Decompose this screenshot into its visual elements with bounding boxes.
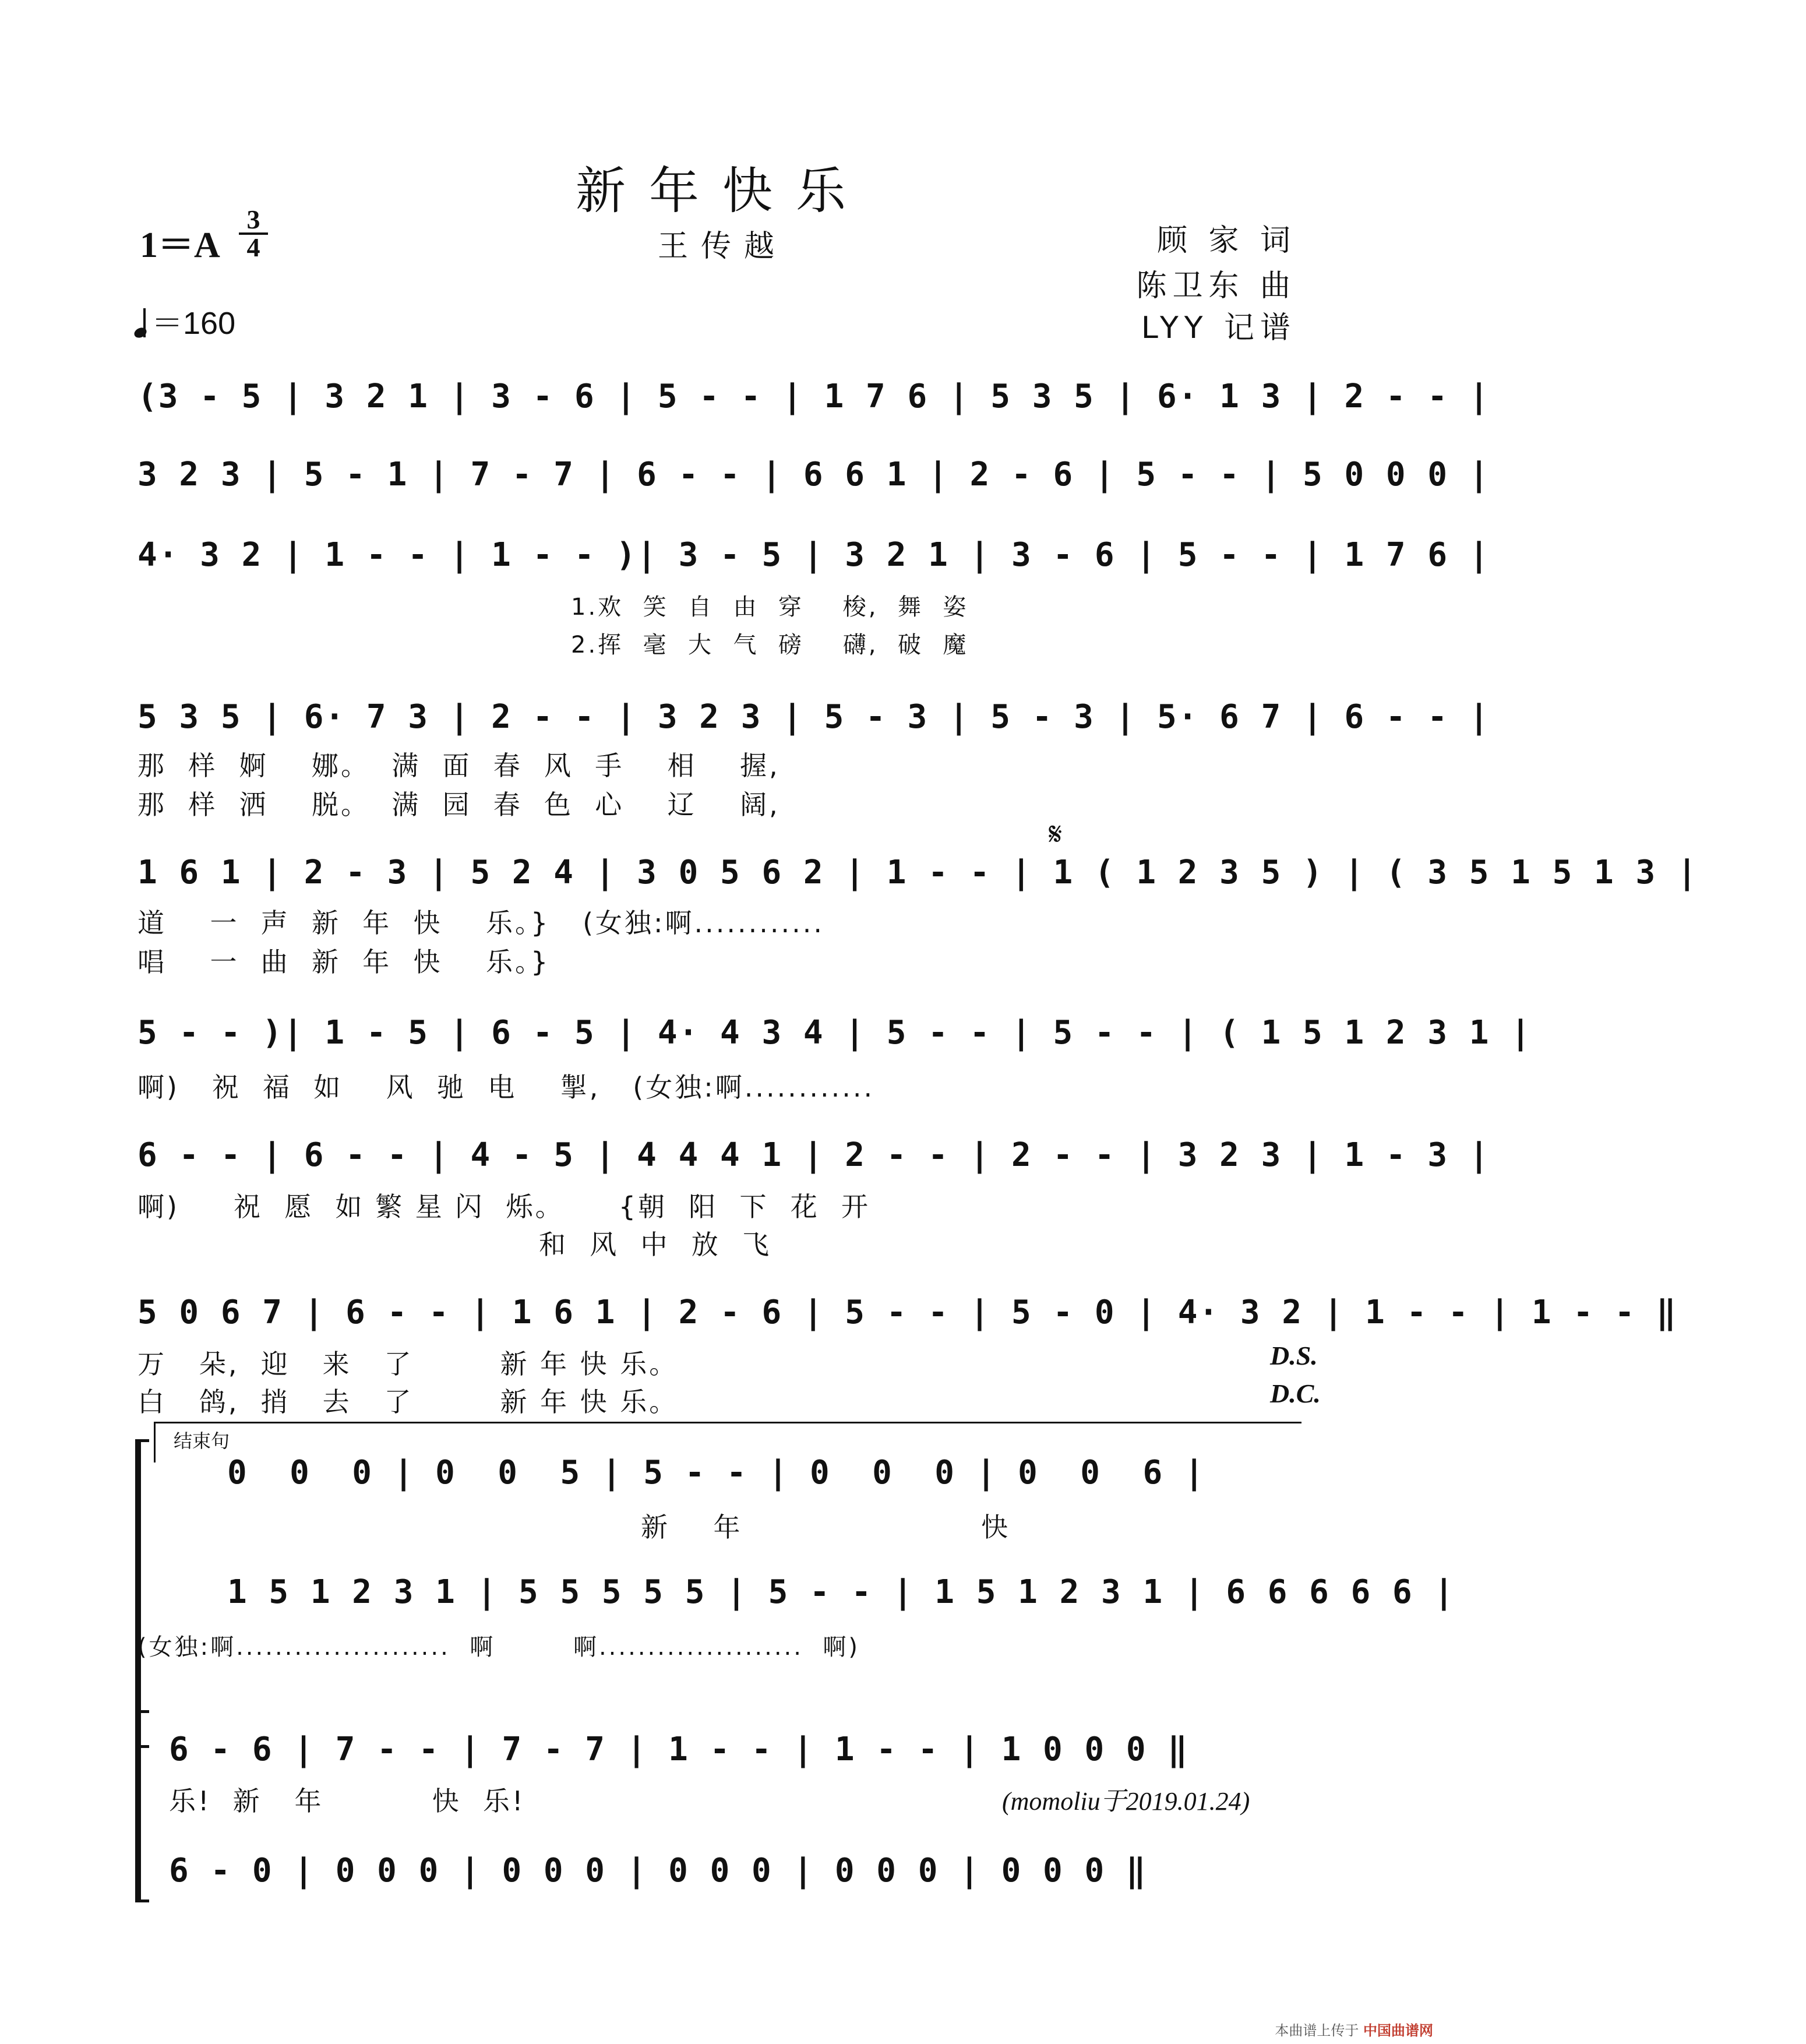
system-5-lyric-1: 道 一 声 新 年 快 乐。} (女独:啊............ <box>137 907 824 939</box>
singer-name: 王传越 <box>657 229 787 264</box>
segno-icon: 𝄋 <box>1049 816 1063 852</box>
ending-bracket-2 <box>135 1710 149 1902</box>
time-signature <box>239 207 268 260</box>
transcriber-credit: LYY 记谱 <box>1141 311 1296 346</box>
da-capo-mark: D.C. <box>1270 1379 1321 1408</box>
ending-1-upper-lyrics: 新 年 快 <box>641 1511 1011 1543</box>
system-6-lyric-1: 啊) 祝 福 如 风 驰 电 掣, (女独:啊............ <box>137 1072 875 1103</box>
transcription-signature: (momoliu于2019.01.24) <box>1002 1787 1250 1816</box>
lyricist-credit: 顾 家 词 <box>1156 223 1296 258</box>
system-4-lyric-2: 那 样 洒 脱。 满 园 春 色 心 辽 阔, <box>137 789 780 820</box>
system-3-lyric-2: 2.挥 毫 大 气 磅 礴, 破 魔 <box>571 632 969 658</box>
system-1-notes: (3 - 5 | 3 2 1 | 3 - 6 | 5 - - | 1 7 6 | 5 3 5 | 6· 1 3 | 2 - - | <box>137 378 1490 415</box>
key-signature: 1＝A <box>140 225 220 265</box>
note-stem <box>143 308 146 337</box>
ending-2-upper-notes: 6 - 6 | 7 - - | 7 - 7 | 1 - - | 1 - - | 1 0 0 0 ‖ <box>169 1731 1189 1768</box>
composer-credit: 陈卫东 曲 <box>1136 269 1296 304</box>
quarter-note-icon <box>133 326 149 340</box>
watermark-text: 本曲谱上传于 <box>1275 2022 1359 2039</box>
ending-label-rule <box>154 1422 1301 1423</box>
tempo-marking <box>134 298 235 343</box>
ending-bracket-1 <box>135 1439 149 1748</box>
ending-label: 结束句 <box>174 1430 230 1452</box>
system-3-lyric-1: 1.欢 笑 自 由 穿 梭, 舞 姿 <box>571 594 969 621</box>
tempo-value: ＝160 <box>151 306 236 341</box>
ending-label-line <box>154 1422 156 1462</box>
song-title: 新年快乐 <box>576 162 869 220</box>
ending-1-upper-notes: 0 0 0 | 0 0 5 | 5 - - | 0 0 0 | 0 0 6 | <box>227 1454 1205 1492</box>
system-7-lyric-1: 啊) 祝 愿 如 繁 星 闪 烁。 {朝 阳 下 花 开 <box>137 1191 871 1222</box>
system-2-notes: 3 2 3 | 5 - 1 | 7 - 7 | 6 - - | 6 6 1 | 2 - 6 | 5 - - | 5 0 0 0 | <box>137 456 1490 494</box>
system-4-lyric-1: 那 样 婀 娜。 满 面 春 风 手 相 握, <box>137 750 780 781</box>
system-4-notes: 5 3 5 | 6· 7 3 | 2 - - | 3 2 3 | 5 - 3 | 5 - 3 | 5· 6 7 | 6 - - | <box>137 698 1490 736</box>
watermark-site: 中国曲谱网 <box>1363 2022 1433 2039</box>
watermark <box>1275 2019 1433 2039</box>
ending-1-lower-notes: 1 5 1 2 3 1 | 5 5 5 5 5 | 5 - - | 1 5 1 2 3 1 | 6 6 6 6 6 | <box>227 1573 1455 1611</box>
meter-numerator: 3 <box>239 207 268 235</box>
system-8-notes: 5 0 6 7 | 6 - - | 1 6 1 | 2 - 6 | 5 - - | 5 - 0 | 4· 3 2 | 1 - - | 1 - - ‖ <box>137 1294 1677 1331</box>
meter-denominator: 4 <box>246 232 260 262</box>
system-5-notes: 1 6 1 | 2 - 3 | 5 2 4 | 3 0 5 6 2 | 1 - - | 1 ( 1 2 3 5 ) | ( 3 5 1 5 1 3 | <box>137 854 1698 891</box>
ending-2-upper-lyrics: 乐! 新 年 快 乐! <box>169 1785 525 1817</box>
system-3-notes: 4· 3 2 | 1 - - | 1 - - )| 3 - 5 | 3 2 1 | 3 - 6 | 5 - - | 1 7 6 | <box>137 536 1490 574</box>
system-7-lyric-2: 和 风 中 放 飞 <box>137 1229 771 1260</box>
ending-1-lower-lyrics: (女独:啊...................... 啊 啊..................... 啊) <box>137 1634 860 1661</box>
system-8-lyric-2: 白 鸽, 捎 去 了 新 年 快 乐。 <box>137 1386 679 1418</box>
system-8-lyric-1: 万 朵, 迎 来 了 新 年 快 乐。 <box>137 1348 679 1380</box>
ending-2-lower-notes: 6 - 0 | 0 0 0 | 0 0 0 | 0 0 0 | 0 0 0 | 0 0 0 ‖ <box>169 1852 1147 1890</box>
system-5-lyric-2: 唱 一 曲 新 年 快 乐。} <box>137 946 551 978</box>
system-7-notes: 6 - - | 6 - - | 4 - 5 | 4 4 4 1 | 2 - - | 2 - - | 3 2 3 | 1 - 3 | <box>137 1136 1490 1174</box>
dal-segno-mark: D.S. <box>1270 1341 1318 1370</box>
system-6-notes: 5 - - )| 1 - 5 | 6 - 5 | 4· 4 3 4 | 5 - - | 5 - - | ( 1 5 1 2 3 1 | <box>137 1014 1532 1052</box>
